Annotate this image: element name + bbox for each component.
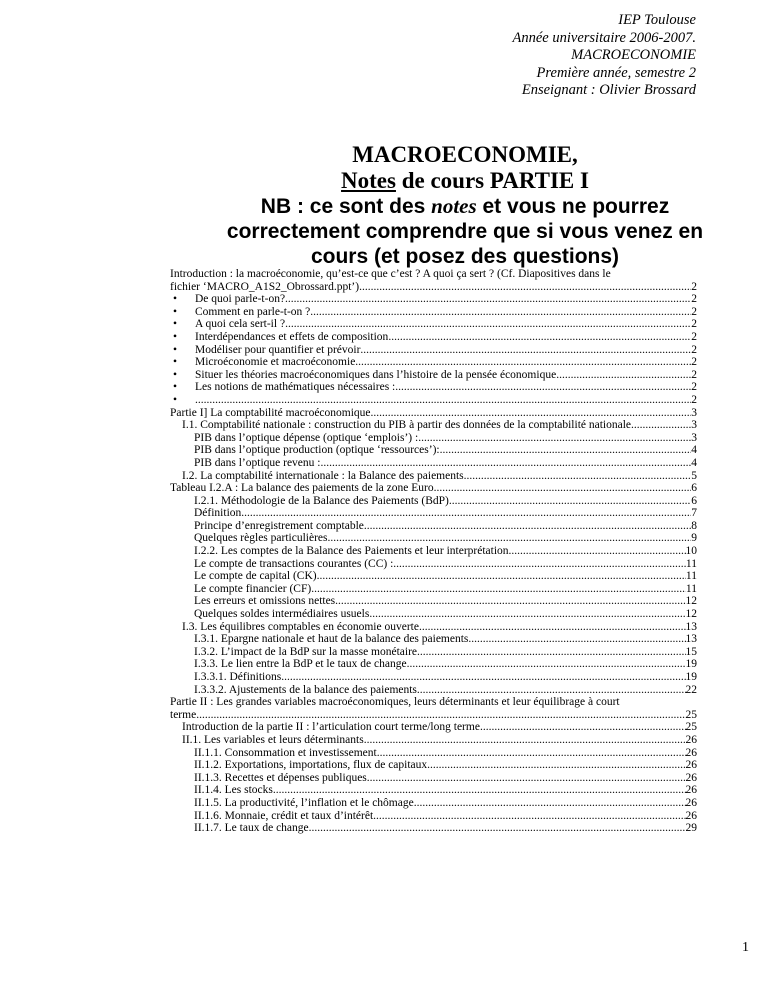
toc-page: 2 [691, 280, 697, 293]
toc-page: 6 [691, 494, 697, 507]
toc-page: 3 [691, 419, 697, 432]
toc-page: 2 [691, 368, 697, 381]
toc-entry[interactable] [170, 381, 697, 394]
dot-leader [335, 595, 685, 608]
dot-leader [359, 281, 691, 294]
toc-entry[interactable] [170, 331, 697, 344]
dot-leader [320, 457, 691, 470]
toc-label: Introduction de la partie II : l’articulation court terme/long terme [182, 721, 480, 734]
toc-page: 15 [685, 645, 697, 658]
toc-page: 11 [685, 570, 697, 583]
dot-leader [281, 671, 685, 684]
toc-label: • De quoi parle-t-on? [195, 293, 286, 306]
toc-page: 26 [685, 759, 697, 772]
toc-page: 12 [685, 608, 697, 621]
toc-entry[interactable] [170, 470, 697, 483]
toc-entry[interactable] [170, 369, 697, 382]
nb-post: et vous ne pourrez [476, 195, 670, 218]
dot-leader [419, 621, 686, 634]
toc-entry[interactable] [170, 621, 697, 634]
toc-label: Le compte de transactions courantes (CC) : [194, 557, 394, 570]
dot-leader [631, 419, 691, 432]
page-number: 1 [742, 940, 749, 955]
dot-leader [371, 407, 692, 420]
toc-page: 26 [685, 746, 697, 759]
toc-label: • Modéliser pour quantifier et prévoir [195, 343, 361, 356]
toc-page: 26 [685, 784, 697, 797]
dot-leader [273, 784, 686, 797]
toc-entry[interactable] [170, 595, 697, 608]
toc-entry[interactable] [170, 520, 697, 533]
toc-page: 2 [691, 381, 697, 394]
toc-entry[interactable] [170, 407, 697, 420]
toc-label: Tableau I.2.A : La balance des paiements de la zone Euro [170, 482, 434, 495]
dot-leader [414, 797, 686, 810]
toc-entry[interactable] [170, 457, 697, 470]
dot-leader [309, 822, 686, 835]
toc-page: 2 [691, 318, 697, 331]
toc-page: 8 [691, 519, 697, 532]
dot-leader [367, 772, 686, 785]
toc-entry[interactable] [170, 293, 697, 306]
toc-entry[interactable] [170, 558, 697, 571]
toc-entry[interactable] [170, 444, 697, 457]
toc-entry[interactable] [170, 432, 697, 445]
toc-label: Quelques règles particulières [194, 532, 328, 545]
toc-page: 2 [691, 330, 697, 343]
document-header [513, 12, 697, 100]
document-title [0, 142, 768, 269]
toc-label: Quelques soldes intermédiaires usuels [194, 608, 370, 621]
title-line2 [0, 168, 768, 194]
toc-page: 3 [691, 431, 697, 444]
toc-label: II.1.4. Les stocks [194, 784, 273, 797]
toc-label: • Comment en parle-t-on ? [195, 305, 311, 318]
toc-label: II.1. Les variables et leurs déterminants [182, 733, 364, 746]
dot-leader [464, 470, 692, 483]
nb-emphasis: notes [431, 194, 477, 218]
dot-leader [364, 520, 691, 533]
toc-entry[interactable] [170, 532, 697, 545]
toc-label: Définition [194, 507, 242, 520]
toc-page: 13 [685, 633, 697, 646]
header-line: Première année, semestre 2 [536, 64, 696, 81]
title-line1: MACROECONOMIE, [352, 142, 578, 167]
dot-leader [360, 344, 691, 357]
toc-page: 13 [685, 620, 697, 633]
toc-page: 2 [691, 305, 697, 318]
toc-entry[interactable] [170, 822, 697, 835]
toc-page: 26 [685, 796, 697, 809]
toc-page: 2 [691, 356, 697, 369]
dot-leader [311, 583, 686, 596]
dot-leader [407, 658, 686, 671]
toc-label: PIB dans l’optique revenu : [194, 456, 321, 469]
dot-leader [468, 633, 685, 646]
toc-page: • 2 [691, 393, 697, 406]
toc-label: I.2.1. Méthodologie de la Balance des Paiements (BdP) [194, 494, 449, 507]
toc-part2-line1: Partie II : Les grandes variables macroéconomiques, leurs déterminants et leur équilibrage à court [170, 696, 620, 709]
toc-page: 9 [691, 532, 697, 545]
toc-entry[interactable] [170, 356, 697, 369]
nb-line1 [0, 194, 768, 219]
toc-entry[interactable] [170, 734, 697, 747]
toc-intro-line1: Introduction : la macroéconomie, qu’est-ce que c’est ? A quoi ça sert ? (Cf. Diapositives dans le [170, 268, 611, 280]
toc-page: 26 [685, 809, 697, 822]
dot-leader [449, 495, 691, 508]
toc-entry[interactable] [170, 608, 697, 621]
toc-entry[interactable] [170, 507, 697, 520]
toc-page: 4 [691, 444, 697, 457]
toc-label: • Interdépendances et effets de composition [195, 330, 389, 343]
toc-label: • Les notions de mathématiques nécessaires : [195, 381, 396, 394]
toc-entry[interactable] [170, 646, 697, 659]
toc-label: I.2.2. Les comptes de la Balance des Paiements et leur interprétation [194, 545, 509, 558]
toc-label: Partie I] La comptabilité macroéconomique [170, 406, 371, 419]
toc-page: 10 [685, 545, 697, 558]
title-line2-rest: de cours PARTIE I [395, 168, 589, 193]
toc-entry[interactable] [170, 797, 697, 810]
toc-entry[interactable] [170, 583, 697, 596]
dot-leader [418, 432, 691, 445]
toc-entry[interactable] [170, 671, 697, 684]
toc-label: I.3.3.1. Définitions [194, 671, 282, 683]
toc-label: fichier ‘MACRO_A1S2_Obrossard.ppt’) [170, 280, 360, 293]
dot-leader [310, 306, 691, 319]
toc-entry[interactable] [170, 545, 697, 558]
toc-page: 6 [691, 482, 697, 495]
toc-label: PIB dans l’optique dépense (optique ‘emplois’) : [194, 431, 419, 444]
toc-entry[interactable] [170, 495, 697, 508]
toc-page: 29 [685, 822, 697, 835]
dot-leader [317, 570, 686, 583]
toc-entry[interactable] [170, 772, 697, 785]
toc-label: Principe d’enregistrement comptable [194, 519, 364, 532]
toc-page: 19 [685, 671, 697, 683]
toc-entry[interactable] [170, 344, 697, 357]
dot-leader [369, 608, 685, 621]
toc-entry[interactable] [170, 810, 697, 823]
toc-label: I.3.3. Le lien entre la BdP et le taux de change [194, 658, 407, 671]
dot-leader [417, 646, 685, 659]
dot-leader [377, 747, 686, 760]
dot-leader [388, 331, 691, 344]
dot-leader [196, 709, 685, 722]
toc-label: I.3. Les équilibres comptables en économie ouverte [182, 620, 419, 633]
dot-leader [509, 545, 686, 558]
toc-label: II.1.5. La productivité, l’inflation et le chômage [194, 796, 414, 809]
dot-leader [440, 444, 692, 457]
nb-line3: cours (et posez des questions) [310, 245, 620, 268]
dot-leader [285, 293, 691, 306]
dot-leader [241, 507, 691, 520]
header-line: MACROECONOMIE [571, 47, 696, 63]
header-line: Année universitaire 2006-2007. [512, 29, 696, 46]
toc-label: Le compte de capital (CK) [194, 570, 317, 583]
dot-leader [285, 318, 691, 331]
toc-label: Les erreurs et omissions nettes [194, 595, 336, 608]
dot-leader [327, 532, 691, 545]
toc-page: 26 [685, 733, 697, 746]
nb-pre: NB : ce sont des [260, 195, 432, 218]
toc-label: II.1.3. Recettes et dépenses publiques [194, 771, 367, 784]
toc-entry[interactable] [170, 570, 697, 583]
toc-label: II.1.7. Le taux de change [194, 822, 309, 835]
dot-leader [556, 369, 691, 382]
header-line: Enseignant : Olivier Brossard [521, 82, 696, 98]
toc-label: II.1.1. Consommation et investissement [194, 746, 377, 759]
toc-label: I.3.3.2. Ajustements de la balance des paiements [194, 683, 417, 696]
dot-leader [480, 721, 686, 734]
toc-label: I.3.1. Epargne nationale et haut de la balance des paiements [194, 633, 469, 646]
toc-entry[interactable] [170, 633, 697, 646]
toc-label: PIB dans l’optique production (optique ‘ressources’): [194, 444, 440, 457]
toc-entry-intro[interactable] [170, 281, 697, 294]
toc-label: terme [170, 708, 197, 721]
title-notes-word: Notes [341, 168, 396, 193]
toc-entry-empty-bullet[interactable] [170, 394, 697, 407]
toc-page: 11 [685, 582, 697, 595]
dot-leader [364, 734, 686, 747]
toc-entry[interactable] [170, 482, 697, 495]
dot-leader [355, 356, 691, 369]
toc-page: 7 [691, 507, 697, 520]
toc-label: II.1.6. Monnaie, crédit et taux d’intérêt [194, 809, 374, 822]
toc-label: I.1. Comptabilité nationale : construction du PIB à partir des données de la comptabilité nationale [182, 419, 632, 432]
dot-leader [434, 482, 692, 495]
toc-page: 2 [691, 343, 697, 356]
dot-leader [393, 558, 686, 571]
dot-leader [195, 394, 691, 407]
toc-label: • Situer les théories macroéconomiques dans l’histoire de la pensée économique [195, 368, 557, 381]
table-of-contents [170, 268, 697, 835]
dot-leader [417, 684, 686, 697]
toc-page: 22 [685, 683, 697, 696]
toc-entry[interactable] [170, 306, 697, 319]
dot-leader [395, 381, 691, 394]
toc-entry[interactable] [170, 759, 697, 772]
toc-page: 5 [691, 469, 697, 482]
nb-line2: correctement comprendre que si vous venez en [226, 220, 704, 243]
toc-page: 3 [691, 406, 697, 419]
toc-page: 12 [685, 595, 697, 608]
toc-entry[interactable] [170, 747, 697, 760]
toc-label: II.1.2. Exportations, importations, flux de capitaux [194, 759, 428, 772]
dot-leader [427, 759, 685, 772]
dot-leader [373, 810, 685, 823]
toc-page: 4 [691, 456, 697, 469]
header-line: IEP Toulouse [618, 12, 696, 28]
toc-entry[interactable] [170, 658, 697, 671]
toc-entry[interactable] [170, 721, 697, 734]
toc-entry-part2[interactable] [170, 709, 697, 722]
toc-entry[interactable] [170, 784, 697, 797]
toc-page: 25 [685, 721, 697, 734]
toc-page: 26 [685, 771, 697, 784]
toc-label: I.3.2. L’impact de la BdP sur la masse monétaire [194, 645, 418, 658]
toc-entry[interactable] [170, 318, 697, 331]
toc-label: • Microéconomie et macroéconomie [195, 356, 356, 369]
toc-entry[interactable] [170, 419, 697, 432]
toc-page: 25 [685, 708, 697, 721]
toc-page: 11 [685, 557, 697, 570]
toc-page: 19 [685, 658, 697, 671]
toc-label: Le compte financier (CF) [194, 582, 312, 595]
toc-page: 2 [691, 293, 697, 306]
toc-entry[interactable] [170, 684, 697, 697]
toc-label: I.2. La comptabilité internationale : la Balance des paiements [182, 469, 464, 482]
toc-label: • A quoi cela sert-il ? [195, 318, 286, 331]
